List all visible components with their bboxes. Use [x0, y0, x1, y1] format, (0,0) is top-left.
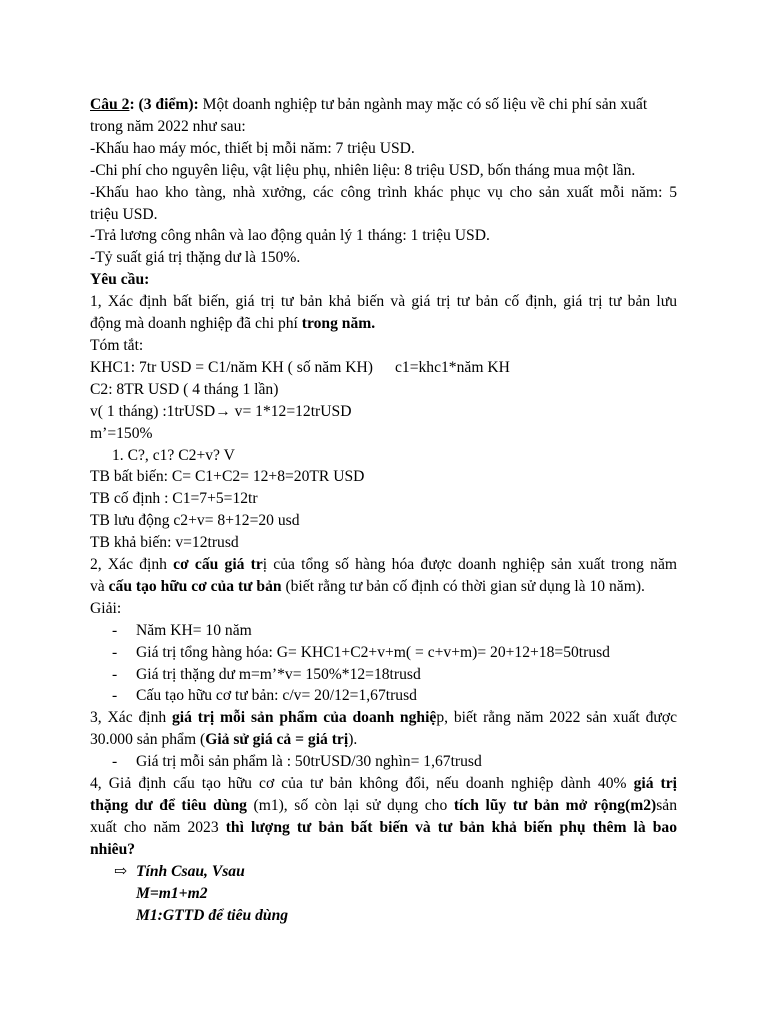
note-line: M=m1+m2	[136, 884, 208, 902]
part1-line-2	[90, 313, 677, 335]
part3-text-a: 3, Xác định	[90, 709, 172, 727]
list-item	[90, 664, 677, 686]
part1-line-2-bold: trong năm.	[301, 315, 376, 333]
question-label: Câu 2	[90, 96, 130, 113]
list-item	[90, 620, 677, 642]
result-constant-capital: TB bất biến: C= C1+C2= 12+8=20TR USD	[90, 468, 365, 486]
part4-line-2	[90, 795, 677, 817]
note-line: M1:GTTD để tiêu dùng	[136, 906, 289, 924]
list-item-text: Giá trị thặng dư m=m’*v= 150%*12=18trusd	[136, 665, 421, 683]
list-item	[90, 642, 677, 664]
part4-text-c: sản	[656, 797, 677, 814]
note-line	[90, 861, 677, 883]
list-item-text: Năm KH= 10 năm	[136, 621, 252, 639]
m-rate-line: m’=150%	[90, 424, 153, 442]
khc1-formula: KHC1: 7tr USD = C1/năm KH ( số năm KH)	[90, 358, 373, 376]
arrow-right-icon: →	[215, 402, 231, 420]
question-points: : (3 điểm):	[129, 96, 199, 113]
result-fixed-capital: TB cố định : C1=7+5=12tr	[90, 490, 258, 508]
bullet-dash: -	[112, 753, 118, 771]
part1-line-2-text: động mà doanh nghiệp đã chi phí	[90, 315, 302, 333]
list-item	[90, 685, 677, 707]
numbered-item-1: 1. C?, c1? C2+v? V	[112, 446, 235, 464]
list-item-text: Cấu tạo hữu cơ tư bản: c/v= 20/12=1,67trusd	[136, 687, 417, 705]
cost-item-3: -Khấu hao kho tàng, nhà xưởng, các công trình khác phục vụ cho sản xuất mỗi năm: 5	[90, 183, 677, 201]
part2-line-1	[90, 554, 677, 576]
part2-bold-b: cấu tạo hữu cơ của tư bản	[108, 577, 282, 595]
part2-text-c: và	[90, 577, 109, 595]
result-circulating-capital: TB lưu động c2+v= 8+12=20 usd	[90, 512, 300, 530]
part3-text-d: ).	[348, 731, 358, 749]
bullet-dash: -	[112, 687, 118, 705]
solution-heading: Giải:	[90, 599, 122, 617]
part4-bold-c: tích lũy tư bản mở rộng(m2)	[453, 797, 657, 814]
cost-item-2: -Chi phí cho nguyên liệu, vật liệu phụ, nhiên liệu: 8 triệu USD, bốn tháng mua một lần.	[90, 161, 636, 179]
v-formula-post: v= 1*12=12trUSD	[230, 402, 352, 420]
part4-bold-a: giá trị	[633, 775, 677, 793]
part3-line-1	[90, 707, 677, 729]
arrow-right-icon: ⇨	[114, 862, 128, 880]
bullet-dash: -	[112, 643, 118, 661]
part1-line-1: 1, Xác định bất biến, giá trị tư bản khả biến và giá trị tư bản cố định, giá trị tư bản lưu	[90, 293, 677, 311]
list-item-text: Giá trị mỗi sản phẩm là : 50trUSD/30 nghìn= 1,67trusd	[136, 753, 482, 771]
cost-item-3-cont: triệu USD.	[90, 205, 158, 223]
part2-text-b: ị của tổng số hàng hóa được doanh nghiệp sản xuất trong năm	[262, 556, 677, 574]
part4-line-4: nhiêu?	[90, 840, 136, 858]
c2-line: C2: 8TR USD ( 4 tháng 1 lần)	[90, 380, 279, 398]
part2-text-d: (biết rằng tư bản cố định có thời gian sử dụng là 10 năm).	[281, 577, 645, 595]
c1-formula: c1=khc1*năm KH	[394, 358, 510, 376]
cost-item-5: -Tỷ suất giá trị thặng dư là 150%.	[90, 249, 301, 267]
part2-text-a: 2, Xác định	[90, 556, 174, 574]
part4-bold-b: thặng dư để tiêu dùng	[90, 797, 247, 814]
v-line	[90, 401, 677, 423]
question-2-intro-line-1	[90, 94, 677, 116]
result-variable-capital: TB khả biến: v=12trusd	[90, 534, 239, 552]
requirement-heading: Yêu cầu:	[90, 271, 150, 289]
part4-line-3	[90, 817, 677, 839]
part2-bold-a: cơ cấu giá tr	[173, 556, 263, 574]
part3-bold-b: Giả sử giá cả = giá trị	[205, 731, 349, 749]
part3-text-c: 30.000 sản phẩm (	[90, 731, 206, 749]
khc1-line	[90, 357, 677, 379]
question-2-intro-line-2: trong năm 2022 như sau:	[90, 117, 246, 135]
list-item	[90, 751, 677, 773]
bullet-dash: -	[112, 621, 118, 639]
cost-item-4: -Trả lương công nhân và lao động quản lý 1 tháng: 1 triệu USD.	[90, 227, 490, 245]
part4-text-d: xuất cho năm 2023	[90, 818, 226, 836]
part3-bold-a: giá trị mỗi sản phẩm của doanh nghiệ	[172, 709, 437, 727]
part4-bold-d: thì lượng tư bản bất biến và tư bản khả biến phụ thêm là bao	[225, 818, 677, 836]
part4-text-a: 4, Giả định cấu tạo hữu cơ của tư bản không đổi, nếu doanh nghiệp dành 40%	[90, 775, 634, 793]
note-text: Tính Csau, Vsau	[136, 862, 245, 880]
summary-heading: Tóm tắt:	[90, 336, 144, 354]
part4-line-1	[90, 773, 677, 795]
part2-line-2	[90, 576, 677, 598]
v-formula-pre: v( 1 tháng) :1trUSD	[90, 402, 216, 420]
part3-line-2	[90, 729, 677, 751]
part3-text-b: p, biết rằng năm 2022 sản xuất được	[436, 709, 677, 727]
cost-item-1: -Khấu hao máy móc, thiết bị mỗi năm: 7 triệu USD.	[90, 139, 415, 157]
bullet-dash: -	[112, 665, 118, 683]
part4-text-b: (m1), số còn lại sử dụng cho	[246, 797, 454, 814]
document-page	[90, 94, 677, 926]
list-item-text: Giá trị tổng hàng hóa: G= KHC1+C2+v+m( = c+v+m)= 20+12+18=50trusd	[136, 643, 610, 661]
question-intro-text: Một doanh nghiệp tư bản ngành may mặc có số liệu về chi phí sản xuất	[198, 96, 648, 113]
